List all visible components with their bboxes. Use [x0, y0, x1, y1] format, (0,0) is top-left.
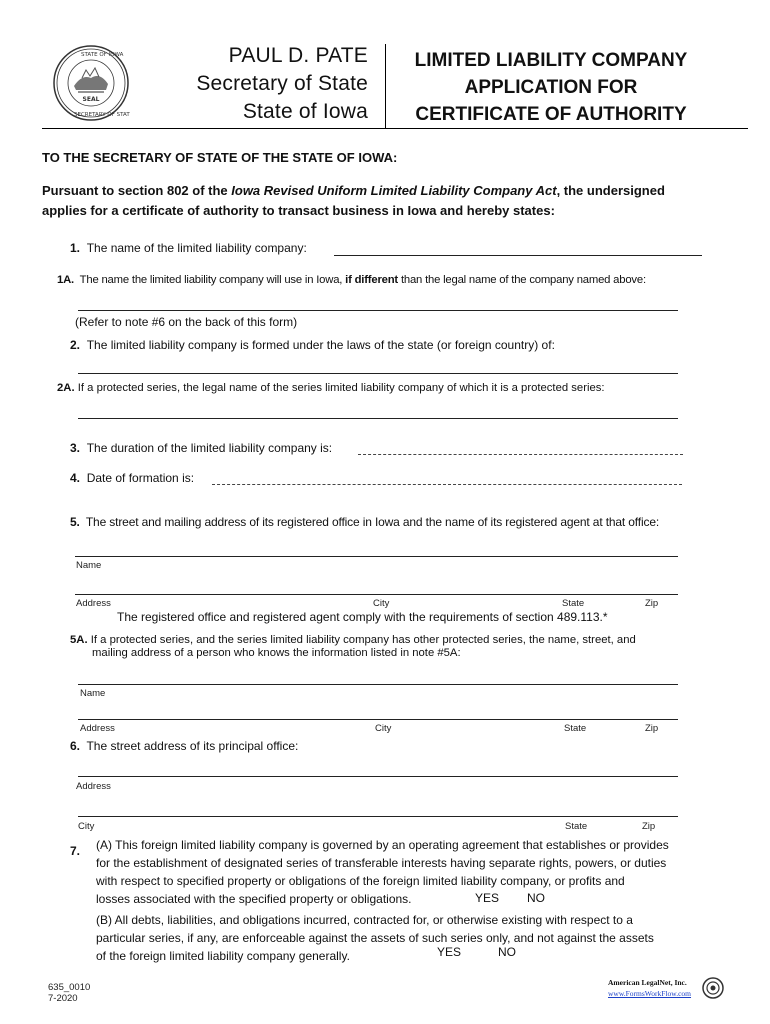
formation-state-field[interactable] [78, 373, 678, 374]
item-7b-yes-option[interactable]: YES [437, 945, 462, 959]
compliance-statement: The registered office and registered agent comply with the requirements of section 489.113.* [117, 610, 608, 624]
item-6 [70, 739, 298, 753]
item-4-text: Date of formation is: [86, 471, 195, 485]
principal-address-label: Address [76, 781, 111, 792]
item-7-number: 7. [70, 844, 81, 858]
agent-address-label: Address [76, 598, 111, 609]
item-5 [70, 515, 659, 529]
item-2a-text: If a protected series, the legal name of the series limited liability company of which it is a protected series: [77, 382, 605, 394]
intro-act-name: Iowa Revised Uniform Limited Liability Company Act [231, 183, 557, 198]
intro-post: , the undersigned [556, 183, 665, 198]
vendor-link[interactable]: www.FormsWorkFlow.com [608, 989, 692, 998]
item-1a-post: than the legal name of the company named above: [398, 274, 646, 286]
item-7a-line: losses associated with the specified property or obligations. [96, 892, 412, 906]
principal-city-label: City [78, 821, 95, 832]
note-6-reference: (Refer to note #6 on the back of this form) [75, 315, 298, 329]
person-name-label: Name [80, 688, 106, 699]
item-7a-yes-option[interactable]: YES [475, 891, 500, 905]
item-2a-number: 2A. [57, 382, 75, 394]
item-5-number: 5. [70, 515, 80, 529]
item-4 [70, 471, 194, 485]
svg-text:SECRETARY OF STATE: SECRETARY OF STATE [74, 112, 130, 118]
item-2-number: 2. [70, 338, 81, 352]
duration-field[interactable] [358, 453, 683, 455]
item-2a [57, 382, 605, 394]
intro-pre: Pursuant to section 802 of the [42, 183, 232, 198]
secretary-name: PAUL D. PATE [228, 44, 368, 67]
item-3-number: 3. [70, 441, 81, 455]
secretary-state: State of Iowa [242, 100, 368, 123]
item-7b-line: particular series, if any, are enforceable against the assets of such series only, and not against the assets [96, 931, 654, 945]
item-6-number: 6. [70, 739, 81, 753]
item-7b-line: of the foreign limited liability company generally. [96, 949, 350, 963]
person-city-label: City [375, 723, 392, 734]
intro-line-1 [42, 183, 665, 198]
item-7a-text [96, 836, 736, 908]
state-seal-icon [52, 44, 130, 122]
item-5a-line-2: mailing address of a person who knows the information listed in note #5A: [92, 647, 461, 659]
item-5-text: The street and mailing address of its registered office in Iowa and the name of its registered agent at that office: [85, 515, 660, 529]
item-6-text: The street address of its principal office: [86, 739, 299, 753]
item-7a-line: with respect to specified property or obligations of the foreign limited liability company, or profits and [96, 874, 625, 888]
agent-name-field[interactable] [75, 556, 678, 557]
form-date: 7-2020 [48, 993, 78, 1004]
form-title-line-3: CERTIFICATE OF AUTHORITY [415, 104, 687, 125]
item-7b-text [96, 911, 736, 965]
knowledgeable-person-address-field[interactable] [78, 719, 678, 720]
agent-city-label: City [373, 598, 390, 609]
item-2 [70, 338, 555, 352]
item-7a-no-option[interactable]: NO [527, 891, 545, 905]
item-7b-no-option[interactable]: NO [498, 945, 516, 959]
series-llc-name-field[interactable] [78, 418, 678, 419]
salutation: TO THE SECRETARY OF STATE OF THE STATE OF IOWA: [42, 150, 398, 165]
item-1-number: 1. [70, 241, 81, 255]
item-1a-bold: if different [345, 274, 398, 286]
item-7a-line: for the establishment of designated series of transferable interests having separate rights, powers, or duties [96, 856, 667, 870]
vendor-badge [602, 975, 726, 1003]
item-5a-line-1 [70, 634, 636, 646]
legalnet-logo-icon [702, 977, 724, 999]
knowledgeable-person-name-field[interactable] [78, 684, 678, 685]
item-1-text: The name of the limited liability company: [86, 241, 307, 255]
llc-name-field[interactable] [334, 255, 702, 256]
person-address-label: Address [80, 723, 115, 734]
item-7b-line: (B) All debts, liabilities, and obligations incurred, contracted for, or otherwise existing with respect to a [96, 913, 633, 927]
item-1a-number: 1A. [57, 274, 74, 286]
person-zip-label: Zip [645, 723, 659, 734]
item-1a [57, 274, 646, 286]
form-title-line-2: APPLICATION FOR [464, 77, 638, 98]
item-5a-text-1: If a protected series, and the series limited liability company has other protected series, the name, street, and [90, 634, 636, 646]
svg-text:STATE OF IOWA: STATE OF IOWA [81, 52, 124, 58]
header-rule [42, 128, 748, 129]
seal-center-text: SEAL [82, 96, 100, 103]
principal-zip-label: Zip [642, 821, 656, 832]
agent-state-label: State [562, 598, 585, 609]
vendor-name: American LegalNet, Inc. [608, 978, 687, 987]
principal-office-address-field[interactable] [78, 776, 678, 777]
agent-name-label: Name [76, 560, 102, 571]
principal-state-label: State [565, 821, 588, 832]
item-7a-line: (A) This foreign limited liability company is governed by an operating agreement that establishes or provides [96, 838, 669, 852]
intro-line-2: applies for a certificate of authority to transact business in Iowa and hereby states: [42, 203, 555, 218]
form-number: 635_0010 [48, 982, 91, 993]
item-3-text: The duration of the limited liability company is: [86, 441, 333, 455]
item-5a-number: 5A. [70, 634, 88, 646]
agent-address-field[interactable] [75, 594, 678, 595]
header-divider [385, 44, 386, 128]
iowa-name-field[interactable] [78, 310, 678, 311]
principal-office-city-field[interactable] [78, 816, 678, 817]
item-4-number: 4. [70, 471, 81, 485]
secretary-office: Secretary of State [196, 72, 368, 95]
item-1 [70, 241, 307, 255]
person-state-label: State [564, 723, 587, 734]
formation-date-field[interactable] [212, 483, 682, 485]
item-3 [70, 441, 332, 455]
agent-zip-label: Zip [645, 598, 659, 609]
form-title-line-1: LIMITED LIABILITY COMPANY [414, 50, 688, 71]
item-2-text: The limited liability company is formed under the laws of the state (or foreign country) of: [86, 338, 555, 352]
item-1a-pre: The name the limited liability company will use in Iowa, [79, 274, 346, 286]
